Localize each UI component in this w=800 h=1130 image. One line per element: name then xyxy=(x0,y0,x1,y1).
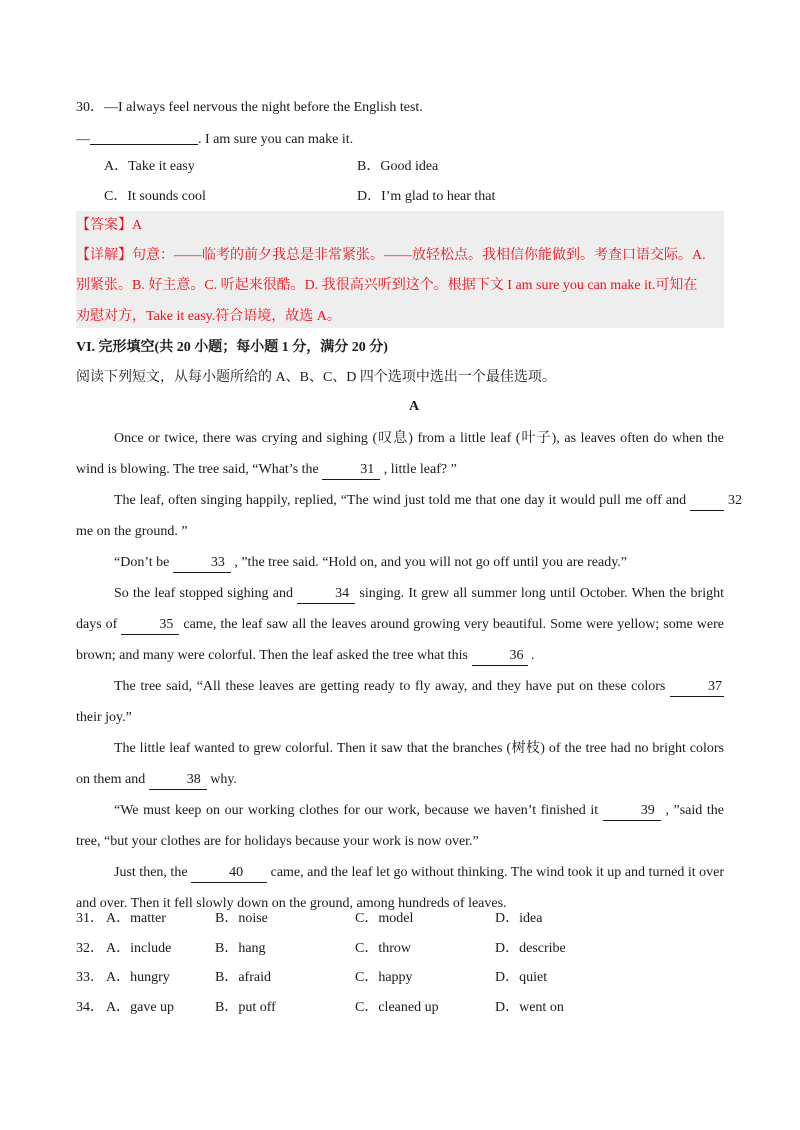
item-option-c: C．model xyxy=(355,911,414,926)
paragraph-text: So the leaf stopped sighing and xyxy=(114,586,293,601)
item-option-a: A．matter xyxy=(106,911,166,926)
paragraph-7 xyxy=(76,795,724,857)
item-number: 31． xyxy=(76,911,104,926)
paragraph-text: Just then, the xyxy=(114,865,188,880)
paragraph-text: , little leaf? ” xyxy=(383,462,457,477)
paragraph-text: came, the leaf saw all the leaves around growing very beautiful. Some were yellow; some were brown; and many were colorful. Then the leaf asked the tree what this xyxy=(76,617,725,663)
blank-36: 36 xyxy=(472,647,528,666)
item-option-b: B．hang xyxy=(215,940,266,956)
item-row xyxy=(76,939,726,969)
item-option-b: B．noise xyxy=(215,911,268,926)
paragraph-text: , ”said the tree, “but your clothes are for holidays because your work is now over.” xyxy=(76,803,724,849)
item-option-d: D．went on xyxy=(495,999,564,1015)
item-option-a: A．include xyxy=(106,940,172,956)
question-30-prompt: 30．—I always feel nervous the night before the English test. xyxy=(76,100,423,115)
response-suffix: . I am sure you can make it. xyxy=(198,131,354,147)
paragraph-text: “We must keep on our working clothes for our work, because we haven’t finished it xyxy=(114,803,599,818)
paragraph-text: came, and the leaf let go without thinking. The wind took it up and turned it over and over. Then it fell slowly down on the ground, among hundreds of leaves. xyxy=(76,865,725,911)
item-option-d: D．describe xyxy=(495,940,566,956)
paragraph-text: me on the ground. ” xyxy=(76,524,188,539)
paragraph-4 xyxy=(76,578,724,671)
paragraph-3 xyxy=(76,547,724,578)
blank-33: 33 xyxy=(173,554,231,573)
blank-34: 34 xyxy=(297,585,355,604)
item-option-d: D．quiet xyxy=(495,970,548,985)
item-number: 32． xyxy=(76,940,104,956)
paragraph-text: . xyxy=(531,648,535,663)
option-a: A．Take it easy xyxy=(104,159,195,174)
question-30 xyxy=(76,98,726,216)
item-option-c: C．happy xyxy=(355,970,413,985)
item-number: 34． xyxy=(76,999,104,1015)
section-title: VI. 完形填空(共 20 小题；每小题 1 分，满分 20 分) xyxy=(76,340,388,355)
item-row xyxy=(76,909,726,939)
paragraph-text: The leaf, often singing happily, replied, “The wind just told me that one day it would pull me off and xyxy=(114,493,687,508)
paragraph-text: why. xyxy=(210,772,237,787)
item-option-c: C．throw xyxy=(355,940,411,956)
detail-line-1: 【详解】句意：——临考的前夕我总是非常紧张。——放轻松点。我相信你能做到。考查口语交际。A. xyxy=(76,248,706,263)
item-row xyxy=(76,968,726,998)
cloze-passage xyxy=(76,423,742,919)
blank-40: 40 xyxy=(191,864,267,883)
detail-line-3: 劝慰对方，Take it easy.符合语境，故选 A。 xyxy=(76,309,341,324)
response-blank xyxy=(90,128,198,145)
question-30-response xyxy=(76,128,726,158)
cloze-items xyxy=(76,909,726,1027)
blank-32: 32 xyxy=(690,492,724,511)
paragraph-text: The little leaf wanted to grew colorful. Then it saw that the branches (树枝) of the tree had no bright colors on them and xyxy=(76,741,724,787)
paragraph-5 xyxy=(76,671,724,733)
blank-39: 39 xyxy=(603,802,661,821)
item-option-d: D．idea xyxy=(495,911,543,926)
item-number: 33． xyxy=(76,970,104,985)
section-instruction: 阅读下列短文，从每小题所给的 A、B、C、D 四个选项中选出一个最佳选项。 xyxy=(76,370,556,385)
blank-35: 35 xyxy=(121,616,179,635)
paragraph-text: The tree said, “All these leaves are getting ready to fly away, and they have put on these colors xyxy=(114,679,666,694)
paragraph-text: , ”the tree said. “Hold on, and you will not go off until you are ready.” xyxy=(234,555,628,570)
blank-38: 38 xyxy=(149,771,207,790)
passage-label: A xyxy=(408,399,420,414)
item-option-a: A．gave up xyxy=(106,999,175,1015)
item-option-b: B．afraid xyxy=(215,970,271,985)
blank-31: 31 xyxy=(322,461,380,480)
paragraph-text: Once or twice, there was crying and sighing (叹息) from a little leaf (叶子), as leaves often do when the wind is blowing. The tree said, “What’s the xyxy=(76,431,724,477)
paragraph-text: “Don’t be xyxy=(114,555,170,570)
item-option-c: C．cleaned up xyxy=(355,999,439,1015)
option-b: B．Good idea xyxy=(357,159,439,174)
item-option-b: B．put off xyxy=(215,999,276,1015)
answer-explanation-box xyxy=(76,211,724,328)
paragraph-1 xyxy=(76,423,724,485)
option-c: C．It sounds cool xyxy=(104,188,206,204)
paragraph-text: singing. It grew all summer long until October. When the bright days of xyxy=(76,586,724,632)
item-row xyxy=(76,998,726,1028)
item-option-a: A．hungry xyxy=(106,970,170,985)
answer-line: 【答案】A xyxy=(76,218,143,233)
response-prefix: — xyxy=(76,131,90,147)
detail-line-2: 别紧张。B. 好主意。C. 听起来很酷。D. 我很高兴听到这个。根据下文 I am sure you can make it.可知在 xyxy=(76,278,698,293)
option-d: D．I’m glad to hear that xyxy=(357,188,496,204)
paragraph-text: their joy.” xyxy=(76,710,132,725)
paragraph-6 xyxy=(76,733,724,795)
paragraph-2 xyxy=(76,485,742,547)
options-row-1 xyxy=(76,157,726,187)
blank-37: 37 xyxy=(670,678,724,697)
